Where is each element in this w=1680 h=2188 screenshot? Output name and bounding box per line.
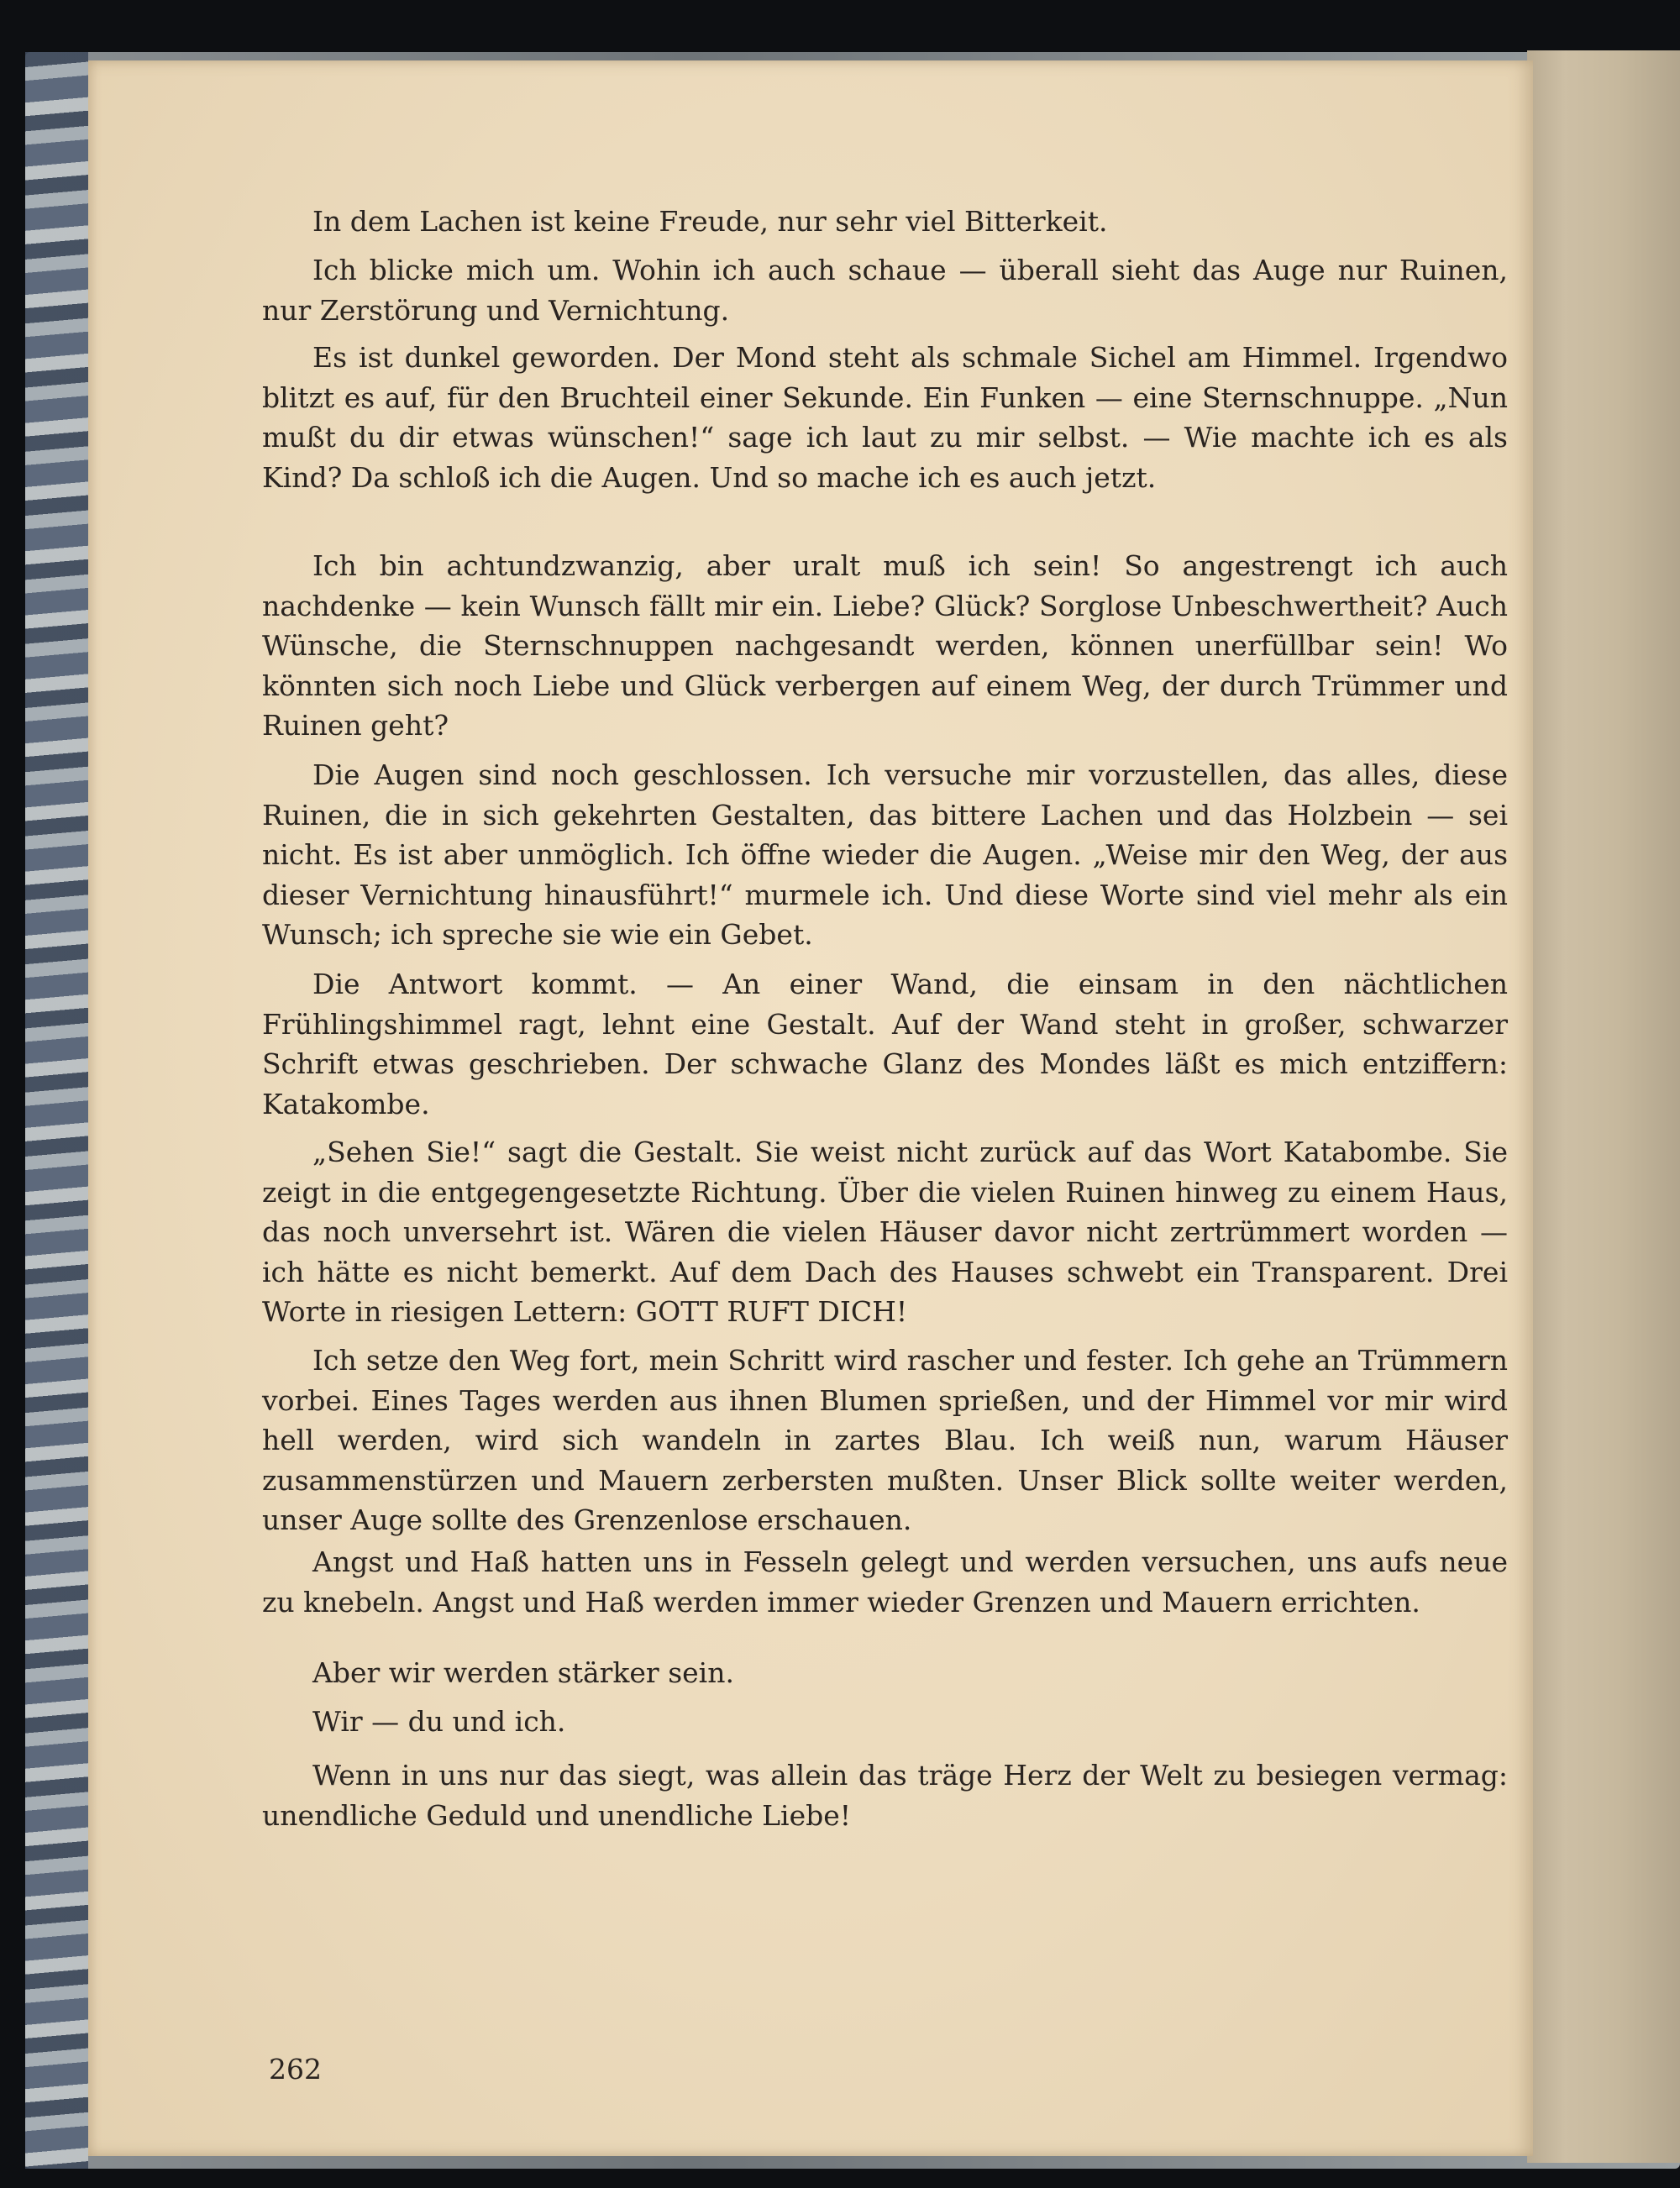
marbled-cover-edge	[25, 52, 88, 2169]
paragraph-12: Wenn in uns nur das siegt, was allein das träge Herz der Welt zu besiegen vermag: unendliche Geduld und unendliche Liebe!	[262, 1759, 1508, 1832]
paragraph-11: Wir — du und ich.	[312, 1705, 566, 1738]
page-number: 262	[269, 2053, 322, 2086]
paragraph-1: In dem Lachen ist keine Freude, nur sehr viel Bitterkeit.	[312, 205, 1108, 238]
paragraph-10: Aber wir werden stärker sein.	[312, 1656, 734, 1689]
page-stack-edge	[1527, 50, 1680, 2163]
paragraph-6: Die Antwort kommt. — An einer Wand, die einsam in den nächtlichen Frühlingshimmel ragt, lehnt eine Gestalt. Auf der Wand steht in großer, schwarzer Schrift etwas geschrieben. Der schwache Glanz des Mondes läßt es mich entziffern: Katakombe.	[262, 968, 1508, 1120]
paragraph-8: Ich setze den Weg fort, mein Schritt wird rascher und fester. Ich gehe an Trümmern vorbei. Eines Tages werden aus ihnen Blumen sprießen, und der Himmel vor mir wird hell werden, wird sich wandeln in zartes Blau. Ich weiß nun, warum Häuser zusammenstürzen und Mauern zerbersten mußten. Unser Blick sollte weiter werden, unser Auge sollte des Grenzenlose erschauen.	[262, 1344, 1508, 1536]
paragraph-4: Ich bin achtundzwanzig, aber uralt muß ich sein! So angestrengt ich auch nachdenke — kein Wunsch fällt mir ein. Liebe? Glück? Sorglose Unbeschwertheit? Auch Wünsche, die Sternschnuppen nachgesandt werden, können unerfüllbar sein! Wo könnten sich noch Liebe und Glück verbergen auf einem Weg, der durch Trümmer und Ruinen geht?	[262, 549, 1508, 742]
paragraph-3: Es ist dunkel geworden. Der Mond steht als schmale Sichel am Himmel. Irgendwo blitzt es auf, für den Bruchteil einer Sekunde. Ein Funken — eine Sternschnuppe. „Nun mußt du dir etwas wünschen!“ sage ich laut zu mir selbst. — Wie machte ich es als Kind? Da schloß ich die Augen. Und so mache ich es auch jetzt.	[262, 341, 1508, 494]
paragraph-5: Die Augen sind noch geschlossen. Ich versuche mir vorzustellen, das alles, diese Ruinen, die in sich gekehrten Gestalten, das bittere Lachen und das Holzbein — sei nicht. Es ist aber unmöglich. Ich öffne wieder die Augen. „Weise mir den Weg, der aus dieser Vernichtung hinausführt!“ murmele ich. Und diese Worte sind viel mehr als ein Wunsch; ich spreche sie wie ein Gebet.	[262, 758, 1508, 951]
book-page	[88, 60, 1533, 2156]
paragraph-7: „Sehen Sie!“ sagt die Gestalt. Sie weist nicht zurück auf das Wort Katabombe. Sie zeigt in die entgegengesetzte Richtung. Über die vielen Ruinen hinweg zu einem Haus, das noch unversehrt ist. Wären die vielen Häuser davor nicht zertrümmert worden — ich hätte es nicht bemerkt. Auf dem Dach des Hauses schwebt ein Transparent. Drei Worte in riesigen Lettern: GOTT RUFT DICH!	[262, 1136, 1508, 1328]
paragraph-2: Ich blicke mich um. Wohin ich auch schaue — überall sieht das Auge nur Ruinen, nur Zerstörung und Vernichtung.	[262, 254, 1508, 327]
paragraph-9: Angst und Haß hatten uns in Fesseln gelegt und werden versuchen, uns aufs neue zu knebeln. Angst und Haß werden immer wieder Grenzen und Mauern errichten.	[262, 1545, 1508, 1619]
